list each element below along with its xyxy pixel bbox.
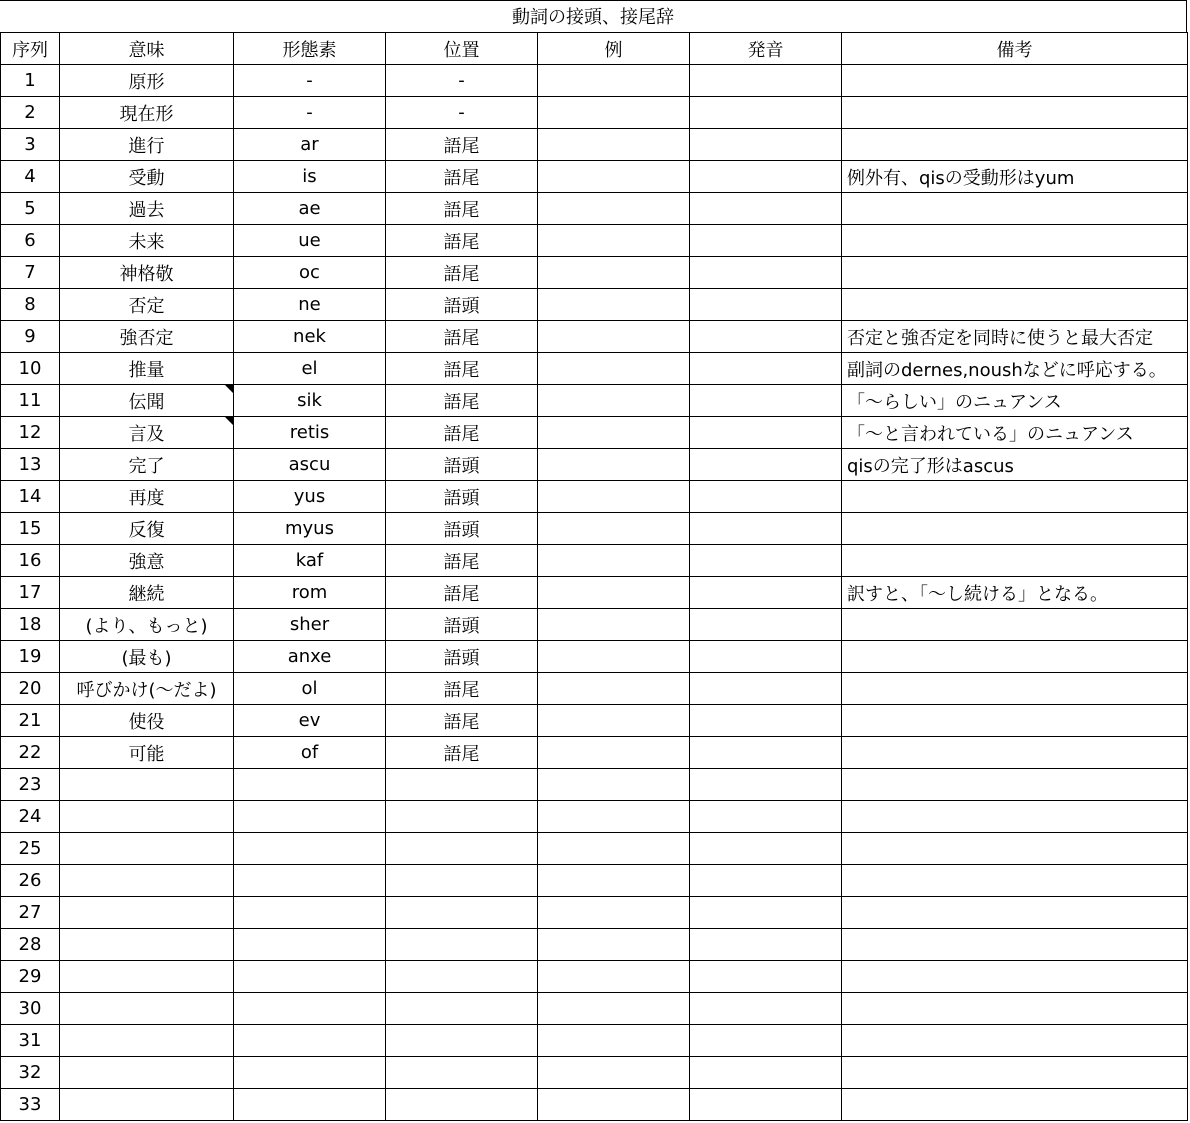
cell-example[interactable]	[538, 865, 690, 897]
header-cell-meaning[interactable]: 意味	[60, 33, 234, 65]
cell-morpheme[interactable]: el	[234, 353, 386, 385]
cell-morpheme[interactable]: ue	[234, 225, 386, 257]
cell-note[interactable]	[842, 193, 1188, 225]
table-row	[1, 385, 1188, 417]
cell-position[interactable]: 語尾	[386, 353, 538, 385]
cell-example[interactable]	[538, 609, 690, 641]
cell-pronunciation[interactable]	[690, 193, 842, 225]
cell-meaning[interactable]: 受動	[60, 161, 234, 193]
cell-meaning[interactable]: 強意	[60, 545, 234, 577]
table-row	[1, 929, 1188, 961]
cell-example[interactable]	[538, 833, 690, 865]
cell-morpheme[interactable]: -	[234, 97, 386, 129]
table-row	[1, 129, 1188, 161]
cell-pronunciation[interactable]	[690, 1089, 842, 1121]
cell-note[interactable]: 副詞のdernes,noushなどに呼応する。	[842, 353, 1188, 385]
cell-morpheme[interactable]: yus	[234, 481, 386, 513]
cell-no[interactable]: 1	[1, 65, 60, 97]
affix-table	[0, 32, 1188, 1121]
cell-no[interactable]: 22	[1, 737, 60, 769]
cell-example[interactable]	[538, 129, 690, 161]
cell-meaning[interactable]: 使役	[60, 705, 234, 737]
cell-morpheme[interactable]	[234, 993, 386, 1025]
cell-meaning[interactable]: 進行	[60, 129, 234, 161]
cell-example[interactable]	[538, 321, 690, 353]
cell-morpheme[interactable]: kaf	[234, 545, 386, 577]
cell-note[interactable]	[842, 801, 1188, 833]
cell-morpheme[interactable]: is	[234, 161, 386, 193]
table-row	[1, 1057, 1188, 1089]
cell-position[interactable]: 語尾	[386, 321, 538, 353]
cell-note[interactable]	[842, 1057, 1188, 1089]
cell-note[interactable]	[842, 833, 1188, 865]
table-row	[1, 481, 1188, 513]
cell-morpheme[interactable]	[234, 1089, 386, 1121]
cell-pronunciation[interactable]	[690, 321, 842, 353]
cell-no[interactable]: 5	[1, 193, 60, 225]
cell-meaning[interactable]: 反復	[60, 513, 234, 545]
cell-example[interactable]	[538, 577, 690, 609]
cell-morpheme[interactable]: sher	[234, 609, 386, 641]
cell-example[interactable]	[538, 225, 690, 257]
cell-note[interactable]: 例外有、qisの受動形はyum	[842, 161, 1188, 193]
cell-morpheme[interactable]: ar	[234, 129, 386, 161]
table-row	[1, 769, 1188, 801]
cell-no[interactable]: 4	[1, 161, 60, 193]
cell-position[interactable]: 語尾	[386, 577, 538, 609]
cell-meaning[interactable]: 伝聞	[60, 385, 234, 417]
cell-example[interactable]	[538, 161, 690, 193]
cell-no[interactable]: 6	[1, 225, 60, 257]
cell-morpheme[interactable]: ascu	[234, 449, 386, 481]
cell-pronunciation[interactable]	[690, 705, 842, 737]
cell-pronunciation[interactable]	[690, 865, 842, 897]
cell-morpheme[interactable]	[234, 833, 386, 865]
cell-meaning[interactable]: 神格敬	[60, 257, 234, 289]
cell-meaning[interactable]: 継続	[60, 577, 234, 609]
cell-example[interactable]	[538, 1057, 690, 1089]
header-cell-note[interactable]: 備考	[842, 33, 1188, 65]
cell-meaning[interactable]	[60, 833, 234, 865]
cell-no[interactable]: 17	[1, 577, 60, 609]
cell-no[interactable]: 9	[1, 321, 60, 353]
cell-position[interactable]	[386, 1089, 538, 1121]
cell-pronunciation[interactable]	[690, 961, 842, 993]
cell-example[interactable]	[538, 513, 690, 545]
cell-position[interactable]: 語尾	[386, 161, 538, 193]
cell-meaning[interactable]: 過去	[60, 193, 234, 225]
cell-meaning[interactable]	[60, 1089, 234, 1121]
header-cell-example[interactable]: 例	[538, 33, 690, 65]
table-row	[1, 609, 1188, 641]
cell-morpheme[interactable]: -	[234, 65, 386, 97]
cell-position[interactable]: 語尾	[386, 545, 538, 577]
cell-pronunciation[interactable]	[690, 225, 842, 257]
cell-example[interactable]	[538, 993, 690, 1025]
cell-no[interactable]: 32	[1, 1057, 60, 1089]
cell-position[interactable]	[386, 801, 538, 833]
cell-position[interactable]	[386, 769, 538, 801]
cell-example[interactable]	[538, 65, 690, 97]
cell-example[interactable]	[538, 641, 690, 673]
cell-no[interactable]: 29	[1, 961, 60, 993]
table-row	[1, 65, 1188, 97]
cell-note[interactable]: 「～らしい」のニュアンス	[842, 385, 1188, 417]
table-row	[1, 161, 1188, 193]
cell-no[interactable]: 28	[1, 929, 60, 961]
cell-morpheme[interactable]: myus	[234, 513, 386, 545]
cell-meaning[interactable]	[60, 801, 234, 833]
table-row	[1, 1089, 1188, 1121]
cell-example[interactable]	[538, 449, 690, 481]
cell-position[interactable]: 語頭	[386, 609, 538, 641]
cell-no[interactable]: 33	[1, 1089, 60, 1121]
cell-meaning[interactable]: 可能	[60, 737, 234, 769]
table-row	[1, 705, 1188, 737]
cell-pronunciation[interactable]	[690, 353, 842, 385]
cell-position[interactable]	[386, 865, 538, 897]
cell-note[interactable]	[842, 481, 1188, 513]
cell-no[interactable]: 16	[1, 545, 60, 577]
header-cell-no[interactable]: 序列	[1, 33, 60, 65]
cell-meaning[interactable]: 再度	[60, 481, 234, 513]
cell-morpheme[interactable]	[234, 961, 386, 993]
cell-meaning[interactable]: 推量	[60, 353, 234, 385]
cell-meaning[interactable]: 原形	[60, 65, 234, 97]
cell-no[interactable]: 24	[1, 801, 60, 833]
cell-example[interactable]	[538, 385, 690, 417]
cell-meaning[interactable]: 否定	[60, 289, 234, 321]
cell-pronunciation[interactable]	[690, 577, 842, 609]
cell-pronunciation[interactable]	[690, 289, 842, 321]
cell-pronunciation[interactable]	[690, 513, 842, 545]
cell-no[interactable]: 15	[1, 513, 60, 545]
cell-position[interactable]	[386, 1057, 538, 1089]
cell-pronunciation[interactable]	[690, 97, 842, 129]
cell-pronunciation[interactable]	[690, 673, 842, 705]
cell-meaning[interactable]	[60, 1057, 234, 1089]
table-row	[1, 257, 1188, 289]
cell-morpheme[interactable]: ae	[234, 193, 386, 225]
cell-example[interactable]	[538, 257, 690, 289]
cell-meaning[interactable]	[60, 769, 234, 801]
cell-pronunciation[interactable]	[690, 1025, 842, 1057]
cell-pronunciation[interactable]	[690, 1057, 842, 1089]
cell-example[interactable]	[538, 545, 690, 577]
cell-no[interactable]: 12	[1, 417, 60, 449]
table-row	[1, 353, 1188, 385]
table-row	[1, 641, 1188, 673]
cell-example[interactable]	[538, 289, 690, 321]
cell-note[interactable]	[842, 929, 1188, 961]
cell-no[interactable]: 2	[1, 97, 60, 129]
cell-pronunciation[interactable]	[690, 385, 842, 417]
cell-no[interactable]: 25	[1, 833, 60, 865]
table-row	[1, 289, 1188, 321]
cell-example[interactable]	[538, 1025, 690, 1057]
header-cell-position[interactable]: 位置	[386, 33, 538, 65]
cell-position[interactable]	[386, 961, 538, 993]
cell-example[interactable]	[538, 897, 690, 929]
header-cell-morpheme[interactable]: 形態素	[234, 33, 386, 65]
cell-no[interactable]: 31	[1, 1025, 60, 1057]
cell-example[interactable]	[538, 97, 690, 129]
cell-meaning[interactable]	[60, 1025, 234, 1057]
cell-position[interactable]: 語尾	[386, 129, 538, 161]
cell-position[interactable]: 語尾	[386, 385, 538, 417]
cell-position[interactable]: -	[386, 97, 538, 129]
cell-no[interactable]: 26	[1, 865, 60, 897]
cell-example[interactable]	[538, 801, 690, 833]
cell-pronunciation[interactable]	[690, 161, 842, 193]
cell-position[interactable]	[386, 929, 538, 961]
table-row	[1, 577, 1188, 609]
cell-meaning[interactable]	[60, 929, 234, 961]
table-row	[1, 737, 1188, 769]
cell-no[interactable]: 8	[1, 289, 60, 321]
cell-position[interactable]: 語尾	[386, 193, 538, 225]
cell-example[interactable]	[538, 961, 690, 993]
cell-position[interactable]	[386, 897, 538, 929]
cell-position[interactable]: 語尾	[386, 673, 538, 705]
cell-position[interactable]: 語頭	[386, 449, 538, 481]
cell-pronunciation[interactable]	[690, 449, 842, 481]
cell-position[interactable]: 語尾	[386, 257, 538, 289]
cell-morpheme[interactable]	[234, 1025, 386, 1057]
header-row	[1, 33, 1188, 65]
cell-position[interactable]	[386, 993, 538, 1025]
cell-no[interactable]: 11	[1, 385, 60, 417]
cell-example[interactable]	[538, 673, 690, 705]
cell-note[interactable]	[842, 545, 1188, 577]
cell-note[interactable]	[842, 97, 1188, 129]
table-row	[1, 193, 1188, 225]
cell-morpheme[interactable]	[234, 1057, 386, 1089]
cell-position[interactable]: -	[386, 65, 538, 97]
cell-note[interactable]	[842, 769, 1188, 801]
cell-no[interactable]: 27	[1, 897, 60, 929]
cell-position[interactable]: 語頭	[386, 289, 538, 321]
cell-position[interactable]: 語頭	[386, 513, 538, 545]
cell-note[interactable]	[842, 897, 1188, 929]
cell-morpheme[interactable]: anxe	[234, 641, 386, 673]
table-row	[1, 897, 1188, 929]
table-row	[1, 321, 1188, 353]
cell-pronunciation[interactable]	[690, 609, 842, 641]
cell-pronunciation[interactable]	[690, 769, 842, 801]
cell-example[interactable]	[538, 417, 690, 449]
cell-meaning[interactable]: 未来	[60, 225, 234, 257]
table-body	[1, 65, 1188, 1121]
cell-position[interactable]: 語頭	[386, 641, 538, 673]
cell-meaning[interactable]: 現在形	[60, 97, 234, 129]
table-row	[1, 545, 1188, 577]
cell-note[interactable]	[842, 865, 1188, 897]
cell-pronunciation[interactable]	[690, 481, 842, 513]
cell-example[interactable]	[538, 737, 690, 769]
cell-no[interactable]: 23	[1, 769, 60, 801]
table-row	[1, 513, 1188, 545]
table-row	[1, 833, 1188, 865]
cell-note[interactable]: 「～と言われている」のニュアンス	[842, 417, 1188, 449]
cell-pronunciation[interactable]	[690, 929, 842, 961]
cell-note[interactable]	[842, 225, 1188, 257]
cell-position[interactable]	[386, 833, 538, 865]
cell-meaning[interactable]: 完了	[60, 449, 234, 481]
cell-no[interactable]: 7	[1, 257, 60, 289]
cell-meaning[interactable]	[60, 961, 234, 993]
cell-morpheme[interactable]: ev	[234, 705, 386, 737]
cell-morpheme[interactable]: sik	[234, 385, 386, 417]
table-row	[1, 97, 1188, 129]
cell-example[interactable]	[538, 769, 690, 801]
cell-no[interactable]: 10	[1, 353, 60, 385]
cell-morpheme[interactable]: rom	[234, 577, 386, 609]
cell-morpheme[interactable]	[234, 929, 386, 961]
cell-note[interactable]	[842, 129, 1188, 161]
cell-note[interactable]	[842, 737, 1188, 769]
cell-morpheme[interactable]	[234, 801, 386, 833]
cell-no[interactable]: 30	[1, 993, 60, 1025]
cell-morpheme[interactable]: ne	[234, 289, 386, 321]
cell-note[interactable]	[842, 641, 1188, 673]
cell-meaning[interactable]	[60, 897, 234, 929]
table-row	[1, 993, 1188, 1025]
cell-pronunciation[interactable]	[690, 833, 842, 865]
cell-note[interactable]	[842, 1025, 1188, 1057]
cell-morpheme[interactable]: oc	[234, 257, 386, 289]
cell-note[interactable]	[842, 1089, 1188, 1121]
header-cell-pronunciation[interactable]: 発音	[690, 33, 842, 65]
cell-pronunciation[interactable]	[690, 801, 842, 833]
table-row	[1, 449, 1188, 481]
table-row	[1, 865, 1188, 897]
cell-position[interactable]: 語尾	[386, 737, 538, 769]
cell-example[interactable]	[538, 193, 690, 225]
table-row	[1, 961, 1188, 993]
cell-position[interactable]: 語尾	[386, 225, 538, 257]
cell-morpheme[interactable]: retis	[234, 417, 386, 449]
cell-meaning[interactable]: (最も)	[60, 641, 234, 673]
cell-no[interactable]: 21	[1, 705, 60, 737]
sheet-title[interactable]: 動詞の接頭、接尾辞	[0, 0, 1187, 32]
cell-note[interactable]	[842, 705, 1188, 737]
cell-no[interactable]: 3	[1, 129, 60, 161]
cell-morpheme[interactable]: nek	[234, 321, 386, 353]
cell-pronunciation[interactable]	[690, 641, 842, 673]
cell-meaning[interactable]: (より、もっと)	[60, 609, 234, 641]
cell-example[interactable]	[538, 481, 690, 513]
cell-meaning[interactable]	[60, 993, 234, 1025]
cell-morpheme[interactable]	[234, 865, 386, 897]
table-row	[1, 225, 1188, 257]
table-row	[1, 801, 1188, 833]
cell-meaning[interactable]: 言及	[60, 417, 234, 449]
cell-position[interactable]	[386, 1025, 538, 1057]
cell-example[interactable]	[538, 705, 690, 737]
table-row	[1, 417, 1188, 449]
cell-note[interactable]	[842, 257, 1188, 289]
cell-no[interactable]: 13	[1, 449, 60, 481]
cell-position[interactable]: 語尾	[386, 705, 538, 737]
cell-morpheme[interactable]	[234, 897, 386, 929]
cell-pronunciation[interactable]	[690, 993, 842, 1025]
table-row	[1, 1025, 1188, 1057]
cell-note[interactable]	[842, 289, 1188, 321]
cell-note[interactable]	[842, 993, 1188, 1025]
cell-note[interactable]	[842, 609, 1188, 641]
cell-morpheme[interactable]	[234, 769, 386, 801]
cell-note[interactable]: 否定と強否定を同時に使うと最大否定	[842, 321, 1188, 353]
cell-note[interactable]: 訳すと、「～し続ける」となる。	[842, 577, 1188, 609]
cell-no[interactable]: 14	[1, 481, 60, 513]
cell-pronunciation[interactable]	[690, 417, 842, 449]
cell-no[interactable]: 18	[1, 609, 60, 641]
cell-example[interactable]	[538, 929, 690, 961]
cell-morpheme[interactable]: ol	[234, 673, 386, 705]
cell-pronunciation[interactable]	[690, 65, 842, 97]
cell-no[interactable]: 20	[1, 673, 60, 705]
cell-note[interactable]	[842, 513, 1188, 545]
cell-example[interactable]	[538, 1089, 690, 1121]
cell-note[interactable]	[842, 65, 1188, 97]
cell-example[interactable]	[538, 353, 690, 385]
cell-meaning[interactable]	[60, 865, 234, 897]
cell-no[interactable]: 19	[1, 641, 60, 673]
cell-pronunciation[interactable]	[690, 129, 842, 161]
cell-meaning[interactable]: 呼びかけ(～だよ)	[60, 673, 234, 705]
cell-pronunciation[interactable]	[690, 737, 842, 769]
cell-pronunciation[interactable]	[690, 897, 842, 929]
cell-position[interactable]: 語頭	[386, 481, 538, 513]
cell-position[interactable]: 語尾	[386, 417, 538, 449]
cell-pronunciation[interactable]	[690, 257, 842, 289]
table-row	[1, 673, 1188, 705]
cell-note[interactable]	[842, 961, 1188, 993]
cell-note[interactable]: qisの完了形はascus	[842, 449, 1188, 481]
cell-pronunciation[interactable]	[690, 545, 842, 577]
cell-meaning[interactable]: 強否定	[60, 321, 234, 353]
cell-morpheme[interactable]: of	[234, 737, 386, 769]
cell-note[interactable]	[842, 673, 1188, 705]
